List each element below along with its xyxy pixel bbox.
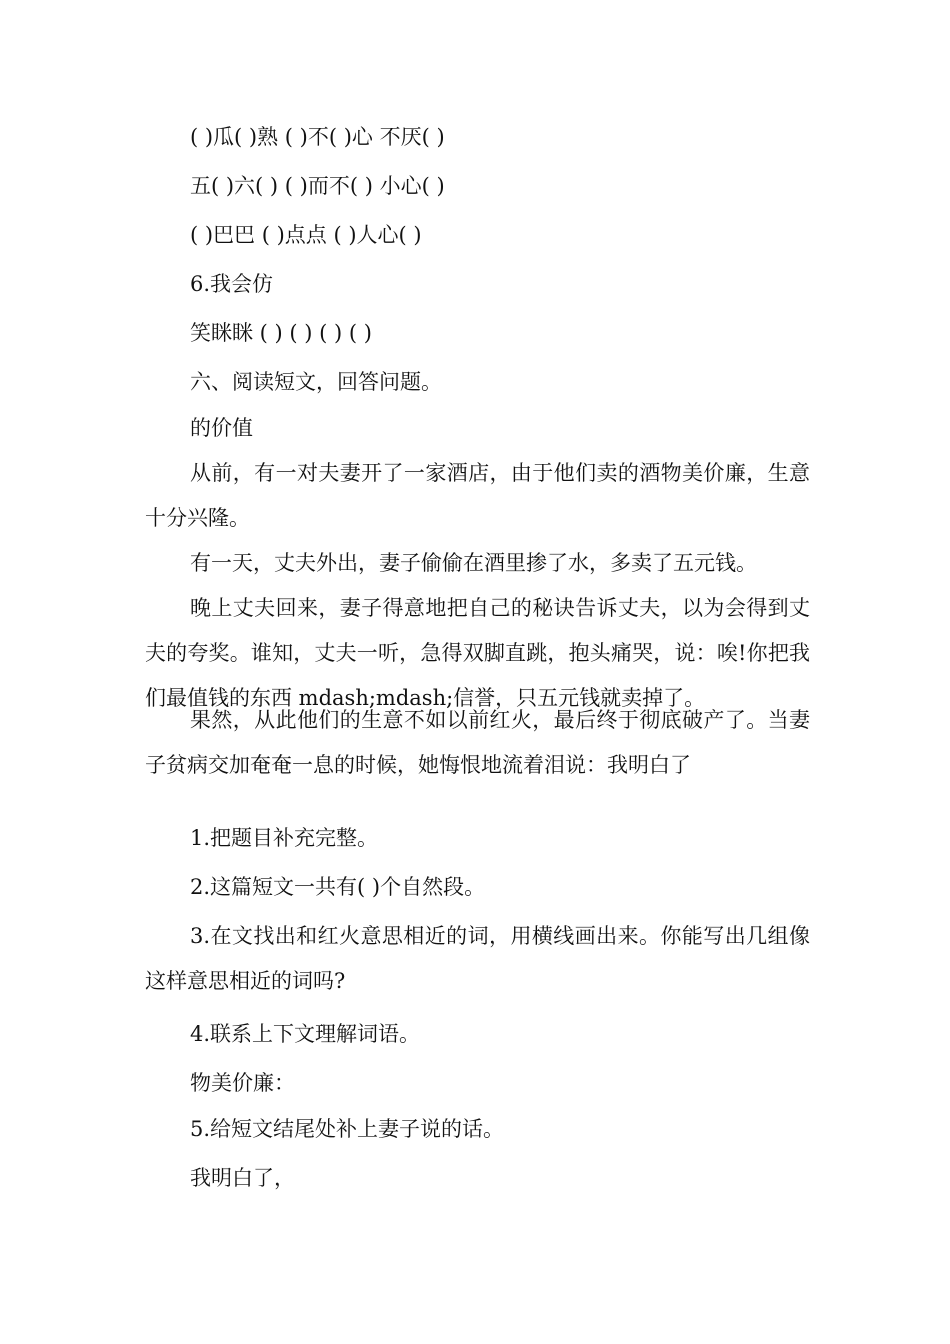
story-title: 的价值 [190, 416, 253, 440]
fill-blank-row-1: ( )瓜( )熟 ( )不( )心 不厌( ) [190, 125, 445, 149]
question-3: 3.在文找出和红火意思相近的词，用横线画出来。你能写出几组像这样意思相近的词吗? [145, 924, 810, 993]
question-5: 5.给短文结尾处补上妻子说的话。 [190, 1117, 505, 1141]
question-1: 1.把题目补充完整。 [190, 826, 379, 850]
question-2: 2.这篇短文一共有( )个自然段。 [190, 875, 486, 899]
story-paragraph-3: 晚上丈夫回来，妻子得意地把自己的秘诀告诉丈夫，以为会得到丈夫的夸奖。谁知，丈夫一听，急得双脚直跳，抱头痛哭，说：唉!你把我们最值钱的东西 mdash;mdash;信誉，只五元钱就卖掉了。 [145, 596, 810, 710]
question-5-answer-start: 我明白了， [190, 1166, 295, 1190]
fill-blank-row-2: 五( )六( ) ( )而不( ) 小心( ) [190, 174, 445, 198]
story-paragraph-2: 有一天，丈夫外出，妻子偷偷在酒里掺了水，多卖了五元钱。 [190, 551, 757, 575]
story-paragraph-1: 从前，有一对夫妻开了一家酒店，由于他们卖的酒物美价廉，生意十分兴隆。 [145, 461, 810, 530]
question-4-word: 物美价廉： [190, 1071, 295, 1095]
imitate-heading: 6.我会仿 [190, 272, 274, 296]
imitate-example: 笑眯眯 ( ) ( ) ( ) ( ) [190, 321, 372, 345]
story-paragraph-4: 果然，从此他们的生意不如以前红火，最后终于彻底破产了。当妻子贫病交加奄奄一息的时候，她悔恨地流着泪说：我明白了 [145, 708, 810, 777]
reading-section-title: 六、阅读短文，回答问题。 [190, 370, 442, 394]
question-4: 4.联系上下文理解词语。 [190, 1022, 421, 1046]
fill-blank-row-3: ( )巴巴 ( )点点 ( )人心( ) [190, 223, 422, 247]
